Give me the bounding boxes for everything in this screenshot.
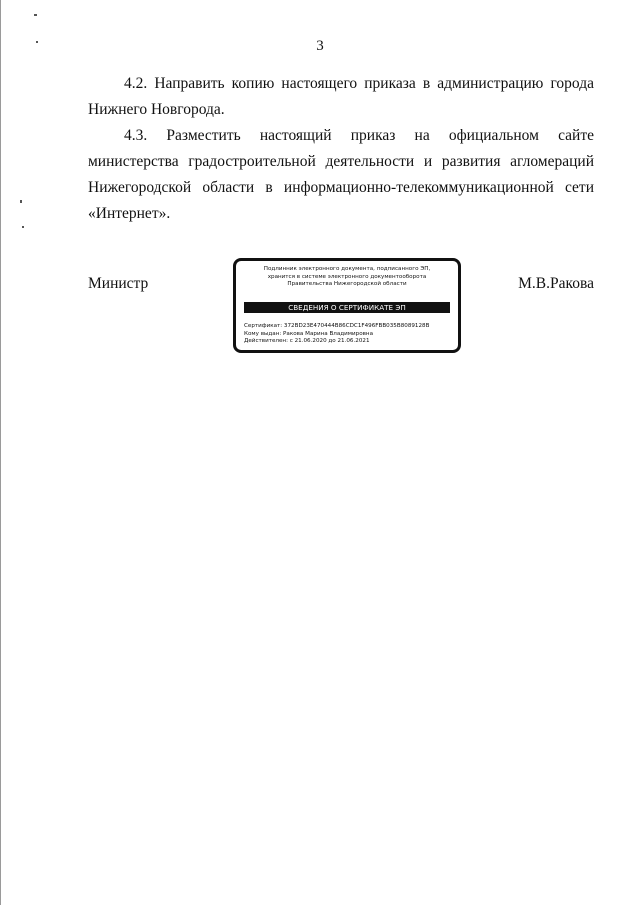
- signer-title: Министр: [88, 275, 149, 292]
- signer-name: М.В.Ракова: [518, 275, 594, 292]
- stamp-details: [244, 323, 429, 346]
- scan-edge-line: [0, 0, 1, 905]
- stamp-header: [240, 266, 454, 289]
- stamp-header-line: хранится в системе электронного документооборота: [267, 273, 427, 280]
- stamp-validity: Действителен: с 21.06.2020 до 21.06.2021: [244, 338, 370, 345]
- paragraph-4-2: 4.2. Направить копию настоящего приказа в администрацию города Нижнего Новгорода.: [88, 75, 594, 118]
- stamp-header-line: Правительства Нижегородской области: [287, 281, 407, 288]
- stamp-certificate-bar: СВЕДЕНИЯ О СЕРТИФИКАТЕ ЭП: [244, 302, 450, 313]
- scan-speck: [34, 14, 37, 16]
- stamp-issued-to: Кому выдан: Ракова Марина Владимировна: [244, 330, 373, 337]
- stamp-certificate-number: Сертификат: 372BD23E470444B86CDC1F496FBB035B8089128B: [244, 323, 430, 329]
- e-signature-stamp: [233, 258, 461, 353]
- scan-speck: [20, 200, 22, 203]
- stamp-header-line: Подлинник электронного документа, подписанного ЭП,: [263, 266, 431, 272]
- paragraph-4-3: 4.3. Разместить настоящий приказ на официальном сайте министерства градостроительной деятельности и развития агломераций Нижегородской области в информационно-телекоммуникационной сети «Интернет».: [88, 127, 594, 222]
- scan-speck: [22, 226, 24, 228]
- page-number: 3: [316, 38, 324, 54]
